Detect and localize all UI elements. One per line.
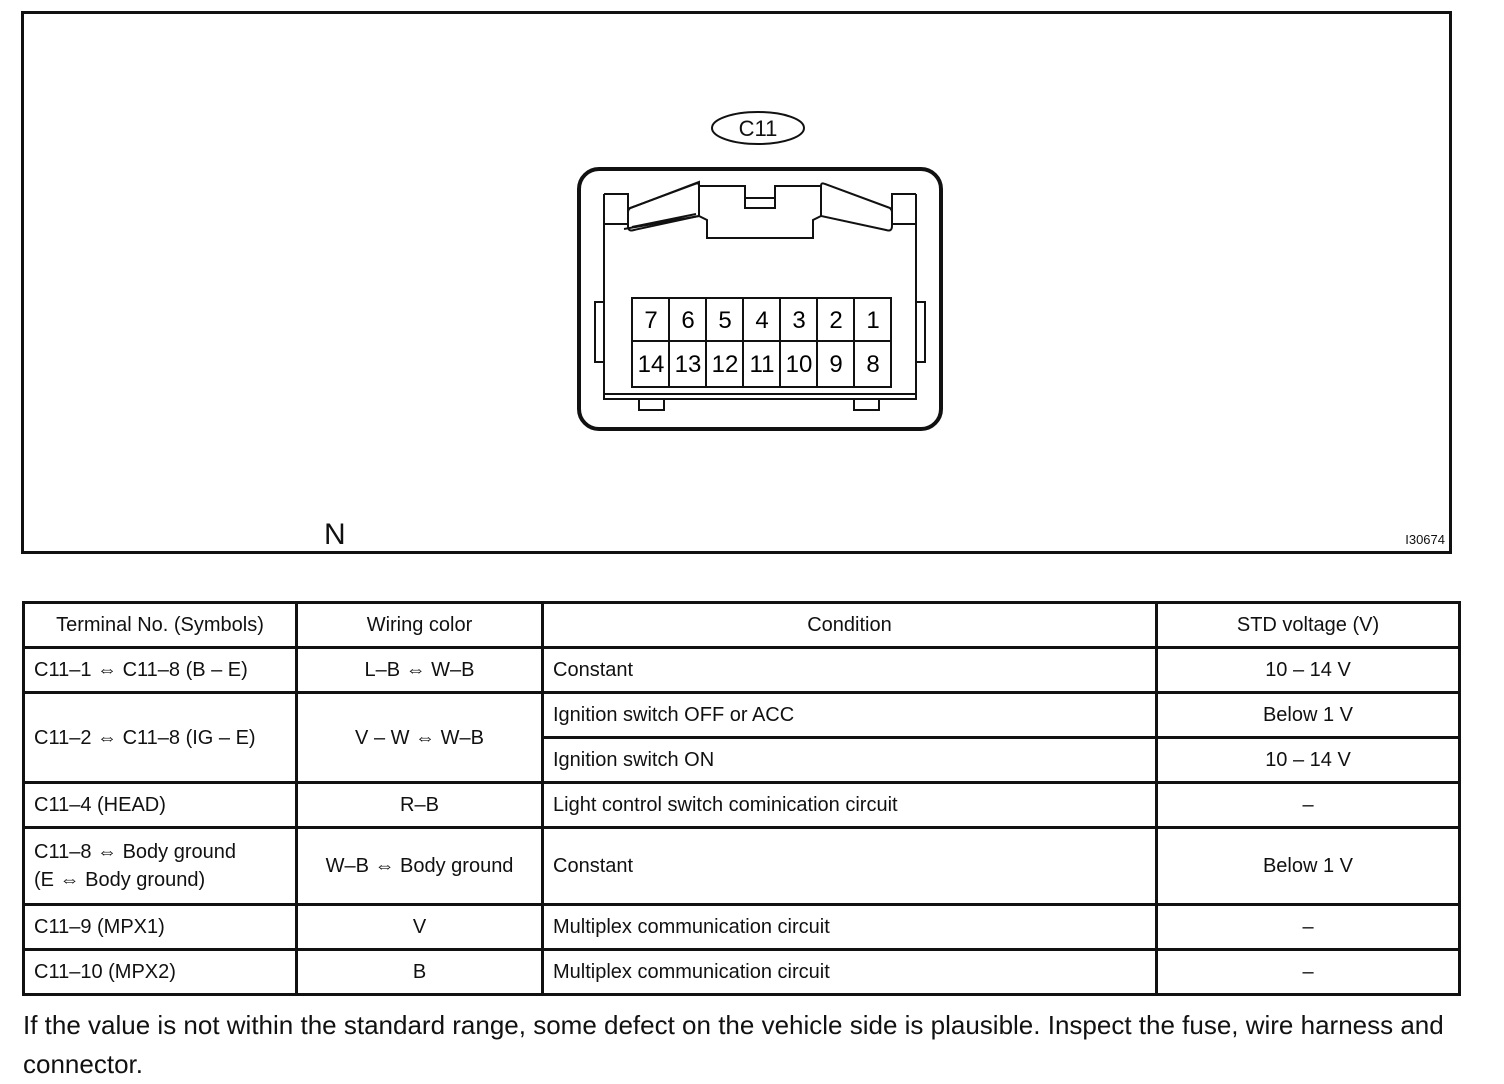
voltage-cell: 10 – 14 V (1157, 648, 1460, 693)
voltage-cell: Below 1 V (1157, 828, 1460, 905)
condition-cell: Multiplex communication circuit (543, 905, 1157, 950)
terminal-cell: C11–10 (MPX2) (24, 950, 297, 995)
pin-number: 2 (829, 307, 843, 334)
table-row (24, 693, 1460, 738)
wiring-cell: L–B ⇔ W–B (297, 648, 543, 693)
connector-figure (21, 11, 1452, 554)
table-header-row (24, 603, 1460, 648)
pin-number: 1 (866, 307, 880, 334)
pin-number: 14 (637, 351, 665, 378)
pin-number: 8 (866, 351, 880, 378)
terminal-line: (E ⇔ Body ground) (34, 869, 206, 891)
condition-cell: Constant (543, 828, 1157, 905)
condition-cell: Ignition switch OFF or ACC (543, 693, 1157, 738)
column-header-wiring: Wiring color (297, 603, 543, 648)
condition-cell: Multiplex communication circuit (543, 950, 1157, 995)
terminal-cell: C11–4 (HEAD) (24, 783, 297, 828)
wiring-cell: V – W ⇔ W–B (297, 693, 543, 783)
connector-label: C11 (738, 116, 778, 141)
condition-cell: Light control switch cominication circuit (543, 783, 1157, 828)
wiring-cell: R–B (297, 783, 543, 828)
pin-number: 7 (644, 307, 658, 334)
orientation-letter: N (324, 518, 346, 551)
table-row (24, 648, 1460, 693)
pin-grid (632, 298, 891, 387)
table-row (24, 828, 1460, 905)
voltage-cell: Below 1 V (1157, 693, 1460, 738)
pin-number: 11 (749, 351, 775, 378)
figure-id: I30674 (1405, 532, 1445, 547)
terminal-cell: C11–2 ⇔ C11–8 (IG – E) (24, 693, 297, 783)
pin-number: 5 (718, 307, 732, 334)
wiring-cell: B (297, 950, 543, 995)
terminal-cell (24, 828, 297, 905)
table-row (24, 905, 1460, 950)
pin-number: 9 (829, 351, 843, 378)
pin-number: 6 (681, 307, 695, 334)
pin-number: 13 (674, 351, 702, 378)
terminal-voltage-table (22, 601, 1461, 996)
condition-cell: Ignition switch ON (543, 738, 1157, 783)
voltage-cell: – (1157, 905, 1460, 950)
condition-cell: Constant (543, 648, 1157, 693)
pin-number: 4 (755, 307, 769, 334)
pin-number: 10 (785, 351, 813, 378)
terminal-cell: C11–1 ⇔ C11–8 (B – E) (24, 648, 297, 693)
pin-number: 12 (711, 351, 739, 378)
terminal-line: C11–8 ⇔ Body ground (34, 841, 236, 863)
connector-c11-diagram (564, 104, 964, 444)
table-row (24, 950, 1460, 995)
voltage-cell: – (1157, 950, 1460, 995)
pin-number: 3 (792, 307, 806, 334)
column-header-condition: Condition (543, 603, 1157, 648)
column-header-terminal: Terminal No. (Symbols) (24, 603, 297, 648)
terminal-cell: C11–9 (MPX1) (24, 905, 297, 950)
table-row (24, 783, 1460, 828)
inspection-note: If the value is not within the standard range, some defect on the vehicle side is plausible. Inspect the fuse, wire harness and connector. (23, 1010, 1444, 1079)
voltage-cell: – (1157, 783, 1460, 828)
column-header-voltage: STD voltage (V) (1157, 603, 1460, 648)
voltage-cell: 10 – 14 V (1157, 738, 1460, 783)
wiring-cell: W–B ⇔ Body ground (297, 828, 543, 905)
wiring-cell: V (297, 905, 543, 950)
